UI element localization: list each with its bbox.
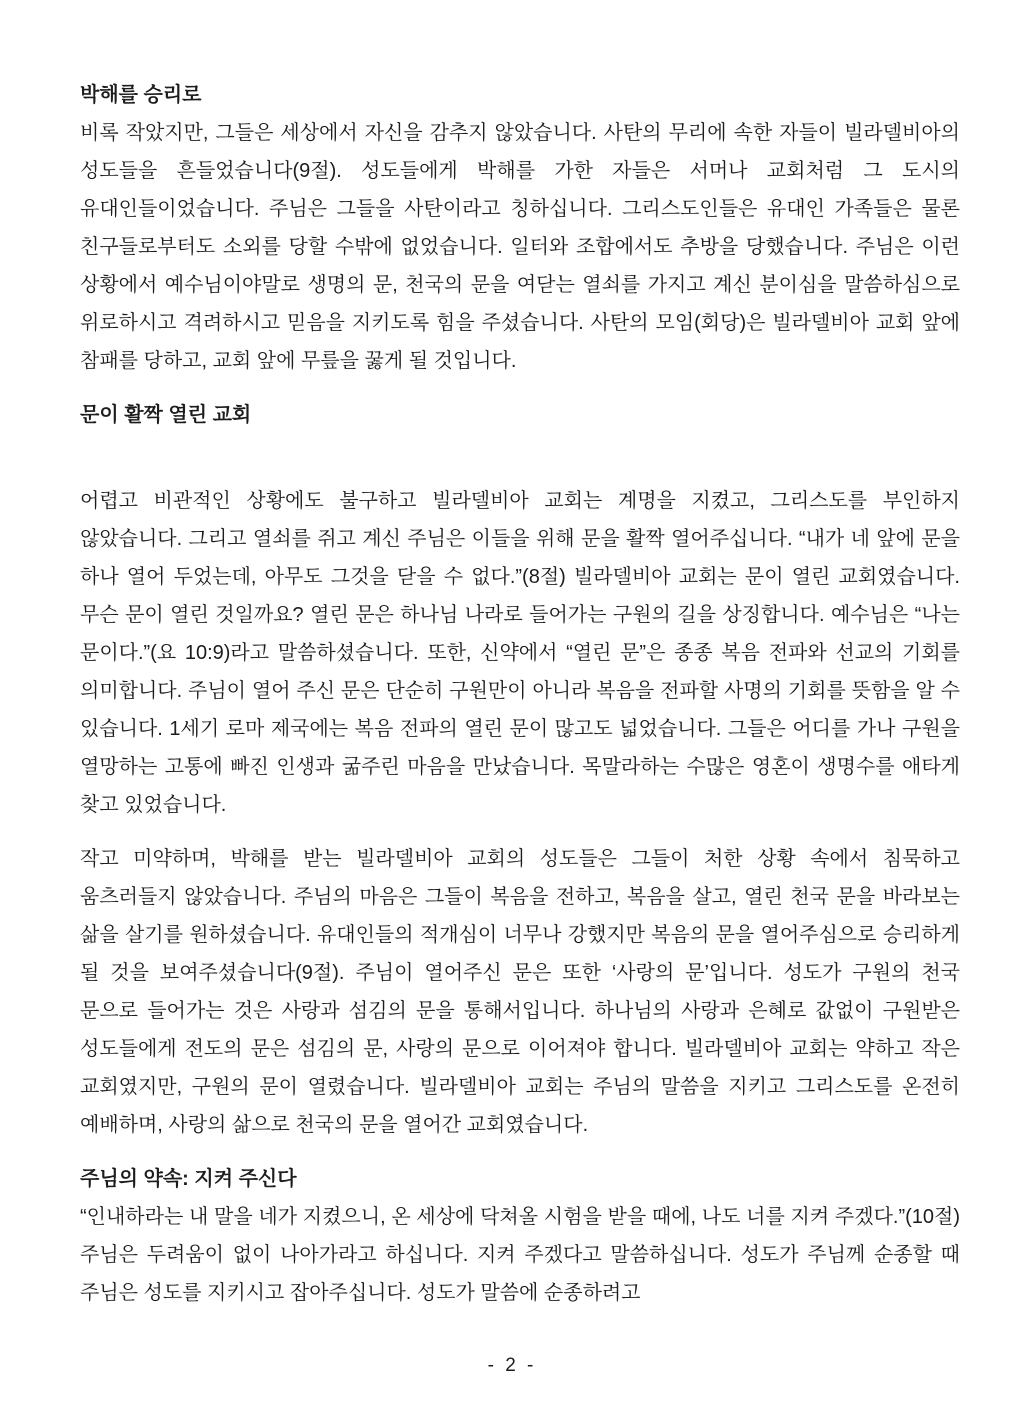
section-lords-promise [80, 1160, 960, 1312]
body-paragraph: 어렵고 비관적인 상황에도 불구하고 빌라델비아 교회는 계명을 지켰고, 그리스도를 부인하지 않았습니다. 그리고 열쇠를 쥐고 계신 주님은 이들을 위해 문을 활짝 열어주십니다. “내가 네 앞에 문을 하나 열어 두었는데, 아무도 그것을 닫을 수 없다.”(8절) 빌라델비아 교회는 문이 열린 교회였습니다. 무슨 문이 열린 것일까요? 열린 문은 하나님 나라로 들어가는 구원의 길을 상징합니다. 예수님은 “나는 문이다.”(요 10:9)라고 말씀하셨습니다. 또한, 신약에서 “열린 문”은 종종 복음 전파와 선교의 기회를 의미합니다. 주님이 열어 주신 문은 단순히 구원만이 아니라 복음을 전파할 사명의 기회를 뜻함을 알 수 있습니다. 1세기 로마 제국에는 복음 전파의 열린 문이 많고도 넓었습니다. 그들은 어디를 가나 구원을 열망하는 고통에 빠진 인생과 굶주린 마음을 만났습니다. 목말라하는 수많은 영혼이 생명수를 애타게 찾고 있었습니다. [80, 490, 960, 816]
section-heading: 주님의 약속: 지켜 주신다 [80, 1168, 297, 1190]
page-number: - 2 - [487, 1355, 537, 1376]
section-heading: 문이 활짝 열린 교회 [80, 404, 252, 426]
section-persecution-to-victory [80, 76, 960, 380]
body-paragraph: “인내하라는 내 말을 네가 지켰으니, 온 세상에 닥쳐올 시험을 받을 때에, 나도 너를 지켜 주겠다.”(10절) 주님은 두려움이 없이 나아가라고 하십니다. 지켜 주겠다고 말씀하십니다. 성도가 주님께 순종할 때 주님은 성도를 지키시고 잡아주십니다. 성도가 말씀에 순종하려고 [80, 1206, 960, 1304]
body-paragraph: 작고 미약하며, 박해를 받는 빌라델비아 교회의 성도들은 그들이 처한 상황 속에서 침묵하고 움츠러들지 않았습니다. 주님의 마음은 그들이 복음을 전하고, 복음을 살고, 열린 천국 문을 바라보는 삶을 살기를 원하셨습니다. 유대인들의 적개심이 너무나 강했지만 복음의 문을 열어주심으로 승리하게 될 것을 보여주셨습니다(9절). 주님이 열어주신 문은 또한 ‘사랑의 문’입니다. 성도가 구원의 천국 문으로 들어가는 것은 사랑과 섬김의 문을 통해서입니다. 하나님의 사랑과 은혜로 값없이 구원받은 성도들에게 전도의 문은 섬김의 문, 사랑의 문으로 이어져야 합니다. 빌라델비아 교회는 약하고 작은 교회였지만, 구원의 문이 열렸습니다. 빌라델비아 교회는 주님의 말씀을 지키고 그리스도를 온전히 예배하며, 사랑의 삶으로 천국의 문을 열어간 교회였습니다. [80, 848, 960, 1136]
section-heading: 박해를 승리로 [80, 84, 202, 106]
body-paragraph: 비록 작았지만, 그들은 세상에서 자신을 감추지 않았습니다. 사탄의 무리에 속한 자들이 빌라델비아의 성도들을 흔들었습니다(9절). 성도들에게 박해를 가한 자들은 서머나 교회처럼 그 도시의 유대인들이었습니다. 주님은 그들을 사탄이라고 칭하십니다. 그리스도인들은 유대인 가족들은 물론 친구들로부터도 소외를 당할 수밖에 없었습니다. 일터와 조합에서도 추방을 당했습니다. 주님은 이런 상황에서 예수님이야말로 생명의 문, 천국의 문을 여닫는 열쇠를 가지고 계신 분이심을 말씀하심으로 위로하시고 격려하시고 믿음을 지키도록 힘을 주셨습니다. 사탄의 모임(회당)은 빌라델비아 교회 앞에 참패를 당하고, 교회 앞에 무릎을 꿇게 될 것입니다. [80, 122, 960, 372]
section-wide-open-door-church [80, 396, 960, 1144]
